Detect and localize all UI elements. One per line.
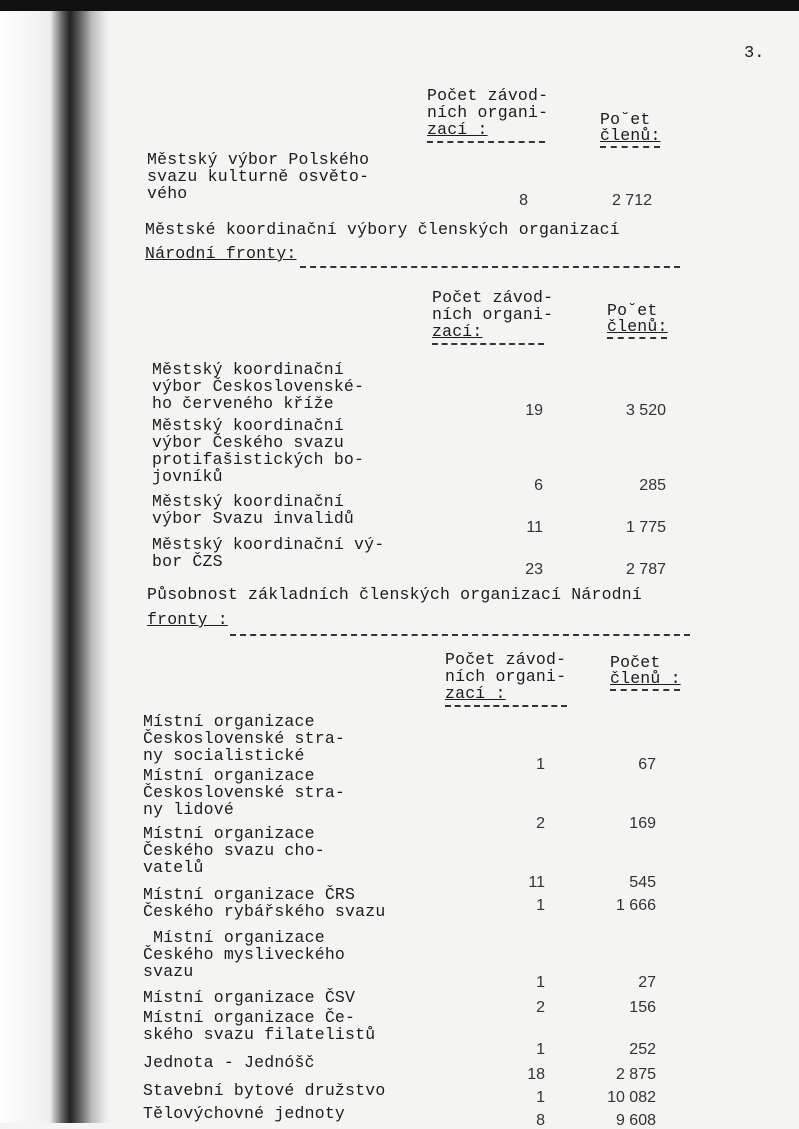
row-label: výbor Československé- [152,377,365,396]
dashed-rule [432,343,544,345]
dashed-rule [427,141,545,143]
section-title: Městské koordinační výbory členských organizací [145,220,620,239]
row-label: Místní organizace ČSV [143,988,356,1007]
dashed-rule [445,705,567,707]
row-label: Městský koordinační vý- [152,535,385,554]
members-count: 2 712 [611,192,652,209]
organizations-count: 18 [527,1066,545,1083]
row-label: Místní organizace Če- [143,1008,356,1027]
row-label: Městský koordinační [152,360,344,379]
scan-edge [0,0,799,11]
row-label: jovníků [152,467,223,486]
column-header-organizations: Počet závod- [445,650,567,669]
row-label: Městský výbor Polského [147,150,370,169]
members-count: 545 [629,874,656,891]
row-label: Místní organizace ČRS [143,885,356,904]
organizations-count: 1 [536,756,545,773]
organizations-count: 2 [536,999,545,1016]
organizations-count: 11 [528,874,545,891]
column-header-organizations: ních organi- [445,667,567,686]
row-label: Československé stra- [143,729,346,748]
organizations-count: 8 [519,192,528,209]
column-header-members: členů: [600,126,661,145]
column-header-organizations: Počet závod- [432,288,554,307]
row-label: Stavební bytové družstvo [143,1081,386,1100]
row-label: Městský koordinační [152,416,344,435]
members-count: 156 [629,999,656,1016]
column-header-members: Po˘et [607,301,658,320]
dashed-rule [600,146,660,148]
organizations-count: 1 [536,1041,545,1058]
column-header-organizations: zací: [432,322,483,341]
members-count: 1 666 [615,897,656,914]
members-count: 2 875 [615,1066,656,1083]
row-label: ny socialistické [143,746,305,765]
row-label: vatelů [143,858,204,877]
organizations-count: 2 [536,815,545,832]
organizations-count: 1 [536,897,545,914]
row-label: svazu kulturně osvěto- [147,167,370,186]
row-label: Tělovýchovné jednoty [143,1104,346,1123]
column-header-organizations: zací : [427,120,488,139]
column-header-organizations: Počet závod- [427,86,549,105]
row-label: vého [147,184,188,203]
dashed-rule [300,266,680,268]
row-label: ny lidové [143,800,234,819]
column-header-organizations: zací : [445,684,506,703]
binding-shadow [0,0,110,1123]
members-count: 169 [629,815,656,832]
column-header-members: členů: [607,317,668,336]
row-label: Městský koordinační [152,492,344,511]
row-label: ho červeného kříže [152,394,334,413]
members-count: 27 [638,974,656,991]
organizations-count: 19 [525,402,543,419]
column-header-members: Po˘et [600,110,651,129]
section-title: fronty : [147,610,228,629]
dashed-rule [607,337,667,339]
column-header-organizations: ních organi- [432,305,554,324]
row-label: Místní organizace [143,928,325,947]
members-count: 9 608 [615,1112,656,1129]
section-title: Působnost základních členských organizací Národní [147,585,642,604]
members-count: 2 787 [625,561,666,578]
column-header-organizations: ních organi- [427,103,549,122]
organizations-count: 6 [534,477,543,494]
page-number: 3. [744,44,765,63]
members-count: 285 [639,477,666,494]
column-header-members: členů : [610,669,681,688]
row-label: ského svazu filatelistů [143,1025,376,1044]
row-label: protifašistických bo- [152,450,365,469]
members-count: 252 [629,1041,656,1058]
row-label: Českého rybářského svazu [143,902,386,921]
section-title: Národní fronty: [145,244,297,263]
dashed-rule [610,689,680,691]
organizations-count: 8 [536,1112,545,1129]
row-label: Místní organizace [143,712,315,731]
members-count: 67 [638,756,656,773]
members-count: 10 082 [607,1089,656,1106]
row-label: výbor Českého svazu [152,433,344,452]
row-label: Československé stra- [143,783,346,802]
members-count: 3 520 [625,402,666,419]
organizations-count: 11 [526,519,543,536]
column-header-members: Počet [610,653,661,672]
row-label: výbor Svazu invalidů [152,509,355,528]
members-count: 1 775 [625,519,666,536]
organizations-count: 1 [536,974,545,991]
row-label: svazu [143,962,194,981]
organizations-count: 23 [525,561,543,578]
dashed-rule [230,634,690,636]
row-label: bor ČZS [152,552,223,571]
row-label: Českého svazu cho- [143,841,325,860]
row-label: Místní organizace [143,824,315,843]
row-label: Českého mysliveckého [143,945,346,964]
row-label: Místní organizace [143,766,315,785]
organizations-count: 1 [536,1089,545,1106]
row-label: Jednota - Jednóšč [143,1053,315,1072]
